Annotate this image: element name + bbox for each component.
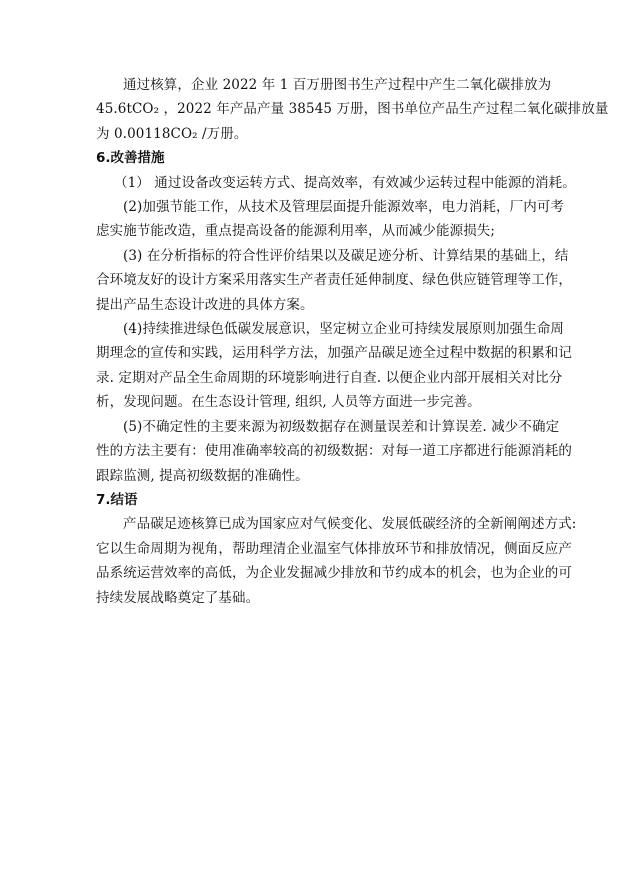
paragraph-conclusion [96, 512, 577, 610]
text-line: 析，发现问题。在生态设计管理, 组织, 人员等方面进一步完善。 [96, 394, 481, 411]
text-line: 通过核算，企业 2022 年 1 百万册图书生产过程中产生二氧化碳排放为 [123, 77, 552, 93]
text-line: 品系统运营效率的高低，为企业发掘减少排放和节约成本的机会，也为企业的可 [96, 565, 572, 582]
section-heading-conclusion: 7.结语 [96, 491, 138, 508]
text-line: 为 0.00118CO₂ /万册。 [96, 125, 248, 142]
text-line: 虑实施节能改造，重点提高设备的能源利用率，从而减少能源损失; [96, 223, 496, 240]
text-line: 合环境友好的设计方案采用落实生产者责任延伸制度、绿色供应链管理等工作， [96, 272, 572, 289]
paragraph-measure-1 [96, 171, 576, 195]
paragraph-measure-4 [96, 317, 572, 415]
text-line: 跟踪监测, 提高初级数据的准确性。 [96, 467, 309, 484]
text-line: (4)持续推进绿色低碳发展意识，坚定树立企业可持续发展原则加强生命周 [123, 321, 565, 338]
text-line: 提出产品生态设计改进的具体方案。 [96, 296, 314, 313]
paragraph-carbon-calculation [96, 73, 609, 146]
text-line: 产品碳足迹核算已成为国家应对气候变化、发展低碳经济的全新阐阐述方式: [123, 516, 577, 533]
text-line: 45.6tCO₂ ，2022 年产品产量 38545 万册，图书单位产品生产过程二氧化碳排放量 [96, 101, 609, 118]
section-heading-improvement: 6.改善措施 [96, 150, 165, 167]
text-line: 录. 定期对产品全生命周期的环境影响进行自查. 以便企业内部开展相关对比分 [96, 369, 563, 386]
text-line: 期理念的宣传和实践，运用科学方法，加强产品碳足迹全过程中数据的积累和记 [96, 345, 572, 362]
text-line: 它以生命周期为视角，帮助理清企业温室气体排放环节和排放情况，侧面反应产 [96, 540, 572, 557]
text-line: (2)加强节能工作，从技术及管理层面提升能源效率，电力消耗，厂内可考 [123, 199, 565, 216]
paragraph-measure-5 [96, 415, 572, 488]
paragraph-measure-2 [96, 195, 565, 244]
text-line: (5)不确定性的主要来源为初级数据存在测量误差和计算误差. 减少不确定 [123, 418, 560, 435]
paragraph-measure-3 [96, 244, 572, 317]
text-line: （1） 通过设备改变运转方式、提高效率，有效减少运转过程中能源的消耗。 [114, 174, 576, 191]
document-page [96, 73, 609, 610]
text-line: (3) 在分析指标的符合性评价结果以及碳足迹分析、计算结果的基础上，结 [123, 247, 569, 264]
text-line: 性的方法主要有：使用准确率较高的初级数据：对每一道工序都进行能源消耗的 [96, 443, 572, 460]
text-line: 持续发展战略奠定了基础。 [96, 589, 260, 606]
